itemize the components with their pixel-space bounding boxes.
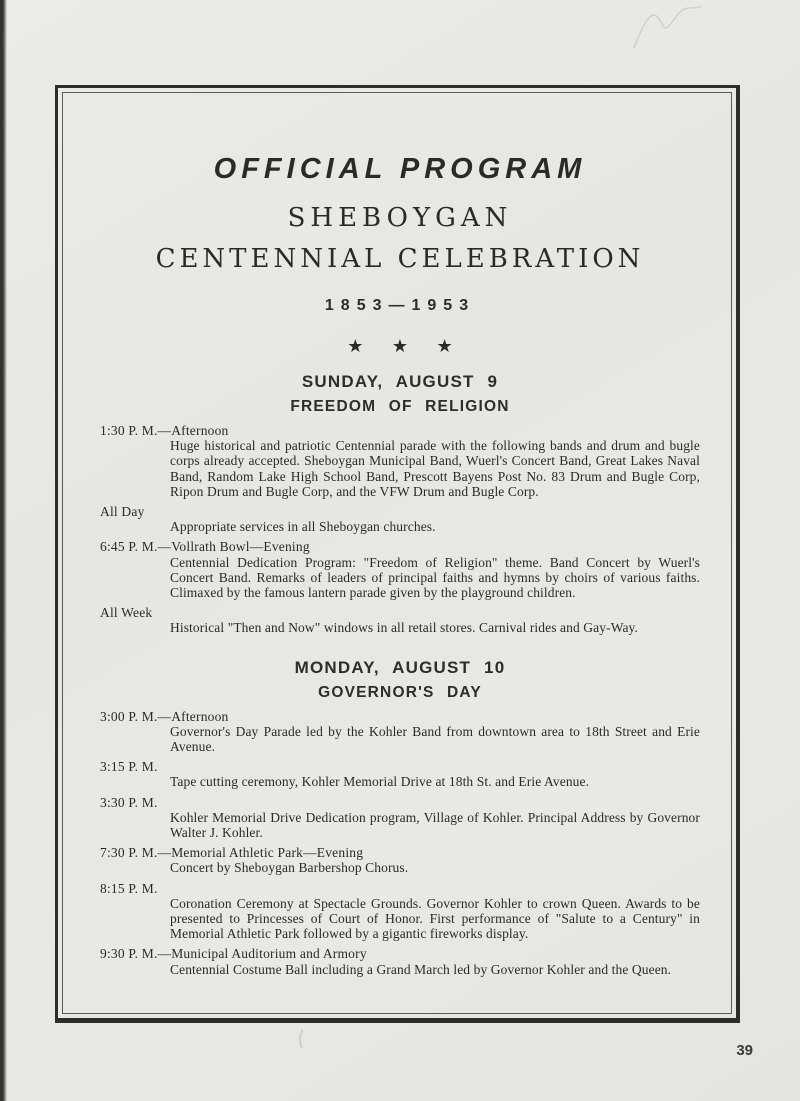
event-time: 7:30 P. M.—Memorial Athletic Park—Evening bbox=[100, 845, 364, 861]
schedule-entry bbox=[100, 504, 700, 534]
day-heading: MONDAY, AUGUST 10 bbox=[294, 657, 506, 677]
event-time: 3:30 P. M. bbox=[100, 794, 158, 810]
page-number: 39 bbox=[736, 1042, 753, 1059]
schedule-monday bbox=[100, 709, 700, 977]
schedule-entry bbox=[100, 709, 700, 755]
event-title: CENTENNIAL CELEBRATION bbox=[155, 244, 645, 274]
pencil-mark bbox=[628, 2, 708, 54]
program-frame bbox=[55, 85, 740, 1023]
schedule-sunday bbox=[100, 423, 700, 636]
day-heading: SUNDAY, AUGUST 9 bbox=[301, 372, 499, 391]
program-title: OFFICIAL PROGRAM bbox=[213, 153, 587, 185]
program-frame-inner bbox=[62, 92, 732, 1014]
event-description: Coronation Ceremony at Spectacle Grounds. Governor Kohler to crown Queen. Awards to be presented to Princesses of Court of Honor. First performance of "Salute to a Century" in Memorial Athletic Park followed by a gigantic fireworks display. bbox=[170, 895, 700, 942]
event-description: Centennial Costume Ball including a Grand March led by Governor Kohler and the Queen. bbox=[170, 961, 672, 977]
day-theme: GOVERNOR'S DAY bbox=[318, 683, 482, 701]
event-time: All Week bbox=[100, 605, 153, 621]
masthead bbox=[100, 153, 700, 357]
event-time: All Day bbox=[100, 504, 145, 520]
event-description: Concert by Sheboygan Barbershop Chorus. bbox=[170, 860, 409, 876]
section-monday bbox=[100, 658, 700, 977]
event-time: 8:15 P. M. bbox=[100, 880, 158, 896]
event-time: 3:15 P. M. bbox=[100, 759, 158, 775]
schedule-entry bbox=[100, 795, 700, 841]
event-description: Kohler Memorial Drive Dedication program, Village of Kohler. Principal Address by Governor Walter J. Kohler. bbox=[170, 809, 700, 841]
centennial-years: 1853—1953 bbox=[324, 297, 476, 314]
schedule-entry bbox=[100, 605, 700, 635]
city-title: SHEBOYGAN bbox=[287, 203, 513, 233]
event-time: 9:30 P. M.—Municipal Auditorium and Armory bbox=[100, 946, 367, 962]
event-time: 6:45 P. M.—Vollrath Bowl—Evening bbox=[100, 539, 310, 555]
event-description: Huge historical and patriotic Centennial parade with the following bands and drum and bugle corps already accepted. Sheboygan Municipal Band, Wuerl's Concert Band, Great Lakes Naval Band, Random Lake High School Band, Prescott Bayens Post No. 83 Drum and Bugle Corp, Ripon Drum and Bugle Corp, and the VFW Drum and Bugle Corp. bbox=[170, 438, 700, 499]
scan-artifact-mark bbox=[295, 1028, 307, 1050]
day-theme: FREEDOM OF RELIGION bbox=[290, 398, 510, 415]
schedule-entry bbox=[100, 759, 700, 789]
event-time: 1:30 P. M.—Afternoon bbox=[100, 423, 229, 438]
event-description: Appropriate services in all Sheboygan churches. bbox=[170, 519, 436, 535]
stars-ornament: ★ ★ ★ bbox=[347, 336, 465, 356]
schedule-entry bbox=[100, 946, 700, 976]
schedule-entry bbox=[100, 539, 700, 600]
event-description: Tape cutting ceremony, Kohler Memorial Drive at 18th St. and Erie Avenue. bbox=[170, 774, 590, 790]
event-description: Governor's Day Parade led by the Kohler Band from downtown area to 18th Street and Erie Avenue. bbox=[170, 723, 700, 755]
section-sunday bbox=[100, 372, 700, 636]
event-description: Historical "Then and Now" windows in all retail stores. Carnival rides and Gay-Way. bbox=[170, 620, 638, 636]
event-description: Centennial Dedication Program: "Freedom of Religion" theme. Band Concert by Wuerl's Concert Band. Remarks of leaders of principal faiths and hymns by choirs of various faiths. Climaxed by the famous lantern parade given by the playground children. bbox=[170, 554, 700, 601]
schedule-entry bbox=[100, 423, 700, 499]
schedule-entry bbox=[100, 845, 700, 875]
event-time: 3:00 P. M.—Afternoon bbox=[100, 708, 229, 724]
schedule-entry bbox=[100, 881, 700, 942]
binding-edge-shadow bbox=[0, 0, 7, 1101]
